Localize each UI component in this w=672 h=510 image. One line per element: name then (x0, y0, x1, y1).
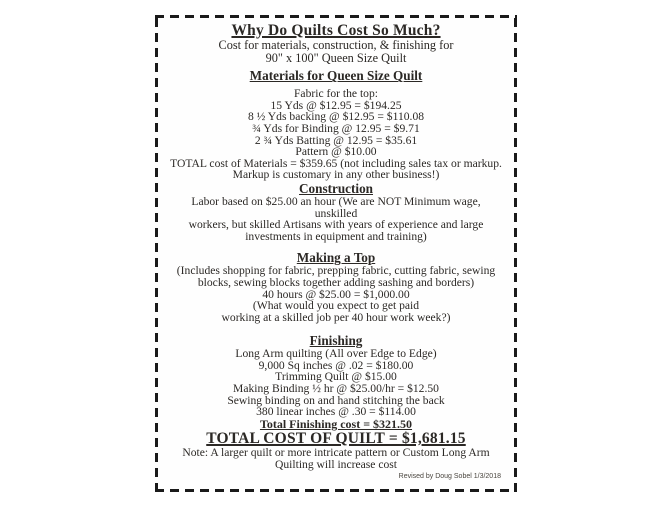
finishing-line: 380 linear inches @ .30 = $114.00 (256, 405, 416, 419)
materials-total-line: TOTAL cost of Materials = $359.65 (not including sales tax or markup. (170, 156, 502, 170)
materials-total-line: Markup is customary in any other business!) (232, 168, 440, 182)
making-top-line: (What would you expect to get paid (252, 299, 420, 313)
finishing-line: 9,000 Sq inches @ .02 = $180.00 (258, 358, 414, 372)
materials-line: ¾ Yds for Binding @ 12.95 = $9.71 (252, 121, 420, 135)
grand-total-line: TOTAL COST OF QUILT = $1,681.15 (206, 430, 466, 448)
materials-line: Fabric for the top: (293, 87, 379, 101)
subtitle-line: 90" x 100" Queen Size Quilt (265, 50, 407, 65)
section-heading-construction: Construction (299, 180, 373, 196)
note-line: Quilting will increase cost (274, 458, 398, 472)
construction-line: Labor based on $25.00 an hour (We are NOT Minimum wage, unskilled (191, 194, 481, 220)
revision-note: Revised by Doug Sobel 1/3/2018 (398, 473, 501, 480)
finishing-total-line: Total Finishing cost = $321.50 (259, 416, 413, 431)
page-title: Why Do Quilts Cost So Much? (231, 22, 441, 39)
note-line: Note: A larger quilt or more intricate pattern or Custom Long Arm (182, 446, 490, 460)
finishing-line: Trimming Quilt @ $15.00 (275, 370, 397, 384)
section-heading-finishing: Finishing (309, 333, 363, 349)
finishing-line: Making Binding ½ hr @ $25.00/hr = $12.50 (233, 382, 439, 396)
finishing-line: Long Arm quilting (All over Edge to Edge) (235, 347, 437, 361)
subtitle-line: Cost for materials, construction, & finishing for (218, 38, 454, 52)
making-top-line: working at a skilled job per 40 hour work week?) (221, 310, 451, 324)
construction-line: workers, but skilled Artisans with years of experience and large (188, 218, 484, 232)
materials-line: 15 Yds @ $12.95 = $194.25 (270, 98, 402, 112)
finishing-line: Sewing binding on and hand stitching the back (227, 393, 445, 407)
making-top-line: (Includes shopping for fabric, prepping fabric, cutting fabric, sewing (176, 264, 496, 278)
materials-line: 2 ¾ Yds Batting @ 12.95 = $35.61 (254, 133, 418, 147)
making-top-line: blocks, sewing blocks together adding sashing and borders) (197, 275, 475, 289)
making-top-line: 40 hours @ $25.00 = $1,000.00 (262, 287, 410, 301)
materials-line: Pattern @ $10.00 (295, 145, 377, 159)
section-heading-making-a-top: Making a Top (296, 250, 376, 266)
quilt-cost-flyer (155, 15, 517, 492)
section-heading-materials: Materials for Queen Size Quilt (249, 68, 423, 84)
materials-line: 8 ½ Yds backing @ $12.95 = $110.08 (247, 110, 425, 124)
construction-line: investments in equipment and training) (245, 229, 427, 243)
